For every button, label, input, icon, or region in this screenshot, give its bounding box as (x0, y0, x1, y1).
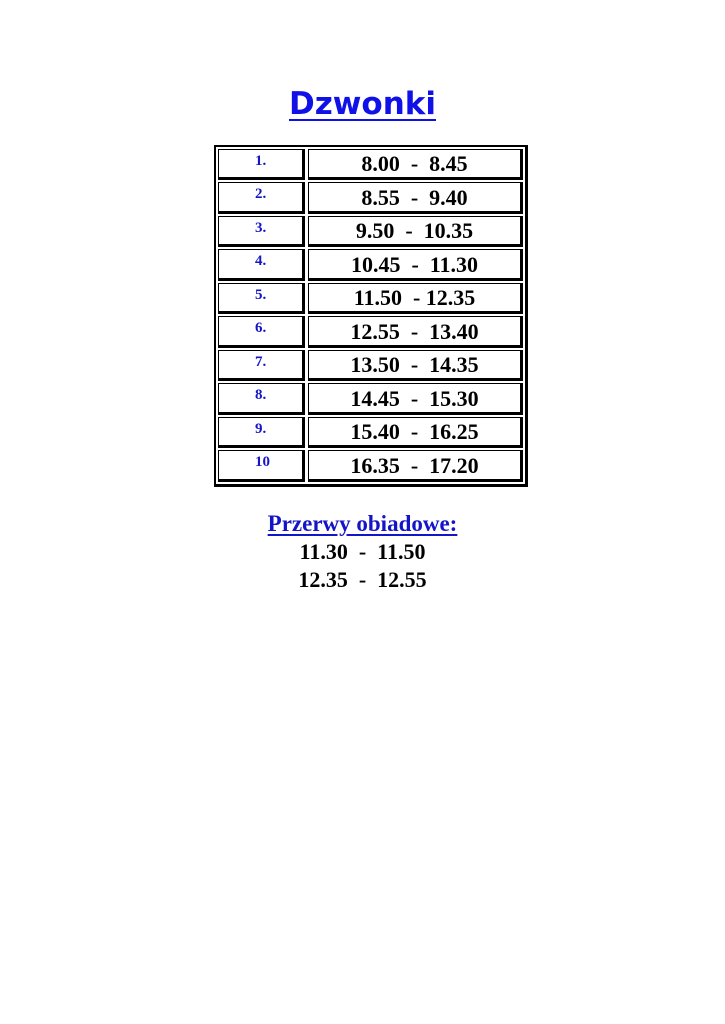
lesson-time: 12.55 - 13.40 (308, 316, 523, 347)
lesson-number: 5. (218, 283, 305, 314)
table-row (218, 450, 523, 481)
table-row (218, 316, 523, 347)
lesson-number: 7. (218, 350, 305, 381)
lesson-number: 8. (218, 383, 305, 414)
lesson-number: 10 (218, 450, 305, 481)
lesson-time: 14.45 - 15.30 (308, 383, 523, 414)
lesson-time: 8.55 - 9.40 (308, 182, 523, 213)
bell-schedule-table (214, 145, 528, 487)
lesson-number: 4. (218, 249, 305, 280)
table-row (218, 350, 523, 381)
table-row (218, 249, 523, 280)
lesson-time: 8.00 - 8.45 (308, 149, 523, 180)
lesson-number: 1. (218, 149, 305, 180)
lesson-time: 16.35 - 17.20 (308, 450, 523, 481)
lunch-break-time: 12.35 - 12.55 (298, 567, 427, 592)
lesson-time: 11.50 - 12.35 (308, 283, 523, 314)
table-row (218, 417, 523, 448)
lesson-time: 10.45 - 11.30 (308, 249, 523, 280)
lesson-number: 3. (218, 216, 305, 247)
lesson-time: 13.50 - 14.35 (308, 350, 523, 381)
lesson-time: 15.40 - 16.25 (308, 417, 523, 448)
page-title: Dzwonki (288, 86, 437, 122)
table-row (218, 383, 523, 414)
lunch-breaks-heading: Przerwy obiadowe: (267, 511, 458, 536)
lesson-number: 9. (218, 417, 305, 448)
lesson-number: 6. (218, 316, 305, 347)
lesson-number: 2. (218, 182, 305, 213)
lunch-break-time: 11.30 - 11.50 (299, 539, 426, 564)
table-row (218, 149, 523, 180)
table-row (218, 182, 523, 213)
table-row (218, 216, 523, 247)
table-row (218, 283, 523, 314)
lesson-time: 9.50 - 10.35 (308, 216, 523, 247)
